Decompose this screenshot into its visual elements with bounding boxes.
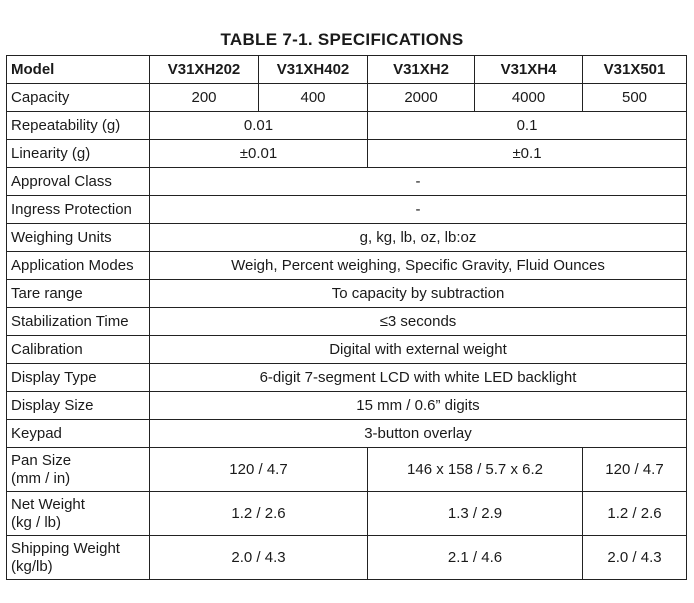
table-row-capacity [7,84,687,112]
table-cell: 120 / 4.7 [583,448,687,492]
table-row-linearity [7,140,687,168]
table-row-tare-range [7,280,687,308]
table-cell: ±0.1 [368,140,687,168]
row-label: Application Modes [7,252,150,280]
table-title: TABLE 7-1. SPECIFICATIONS [220,30,464,49]
table-cell: g, kg, lb, oz, lb:oz [150,224,687,252]
table-row-application-modes [7,252,687,280]
table-row-weighing-units [7,224,687,252]
specifications-table [6,55,687,580]
row-label: Capacity [7,84,150,112]
table-row-shipping-weight [7,536,687,580]
row-label: Tare range [7,280,150,308]
table-cell: 2.0 / 4.3 [150,536,368,580]
table-cell: 1.3 / 2.9 [368,492,583,536]
row-label: Ingress Protection [7,196,150,224]
row-label-unit: (kg/lb) [11,557,53,575]
model-column-header: V31XH202 [150,56,259,84]
table-cell: ≤3 seconds [150,308,687,336]
row-label: Linearity (g) [7,140,150,168]
row-label [7,492,150,536]
table-row-pan-size [7,448,687,492]
row-label: Stabilization Time [7,308,150,336]
table-cell: To capacity by subtraction [150,280,687,308]
row-label: Approval Class [7,168,150,196]
table-cell: 6-digit 7-segment LCD with white LED backlight [150,364,687,392]
row-label-unit: (mm / in) [11,469,71,487]
table-cell: 3-button overlay [150,420,687,448]
table-row-display-type [7,364,687,392]
table-cell: 2000 [368,84,475,112]
table-row-repeatability [7,112,687,140]
model-column-header: V31XH402 [259,56,368,84]
table-cell: 0.1 [368,112,687,140]
table-row-calibration [7,336,687,364]
table-row-approval-class [7,168,687,196]
table-row-stabilization-time [7,308,687,336]
table-cell: 4000 [475,84,583,112]
row-label: Weighing Units [7,224,150,252]
row-label [7,448,150,492]
header-row [7,56,687,84]
model-header: Model [7,56,150,84]
row-label-line: Net Weight [11,495,85,513]
table-cell: ±0.01 [150,140,368,168]
row-label-unit: (kg / lb) [11,513,62,531]
table-cell: 500 [583,84,687,112]
row-label: Display Type [7,364,150,392]
row-label: Repeatability (g) [7,112,150,140]
row-label: Calibration [7,336,150,364]
table-cell: Digital with external weight [150,336,687,364]
table-cell: 1.2 / 2.6 [583,492,687,536]
table-cell: - [150,168,687,196]
model-column-header: V31XH4 [475,56,583,84]
table-cell: 15 mm / 0.6” digits [150,392,687,420]
table-row-ingress-protection [7,196,687,224]
table-cell: 400 [259,84,368,112]
table-cell: 200 [150,84,259,112]
model-column-header: V31XH2 [368,56,475,84]
table-row-keypad [7,420,687,448]
table-row-display-size [7,392,687,420]
table-row-net-weight [7,492,687,536]
row-label: Keypad [7,420,150,448]
table-cell: - [150,196,687,224]
model-column-header: V31X501 [583,56,687,84]
row-label: Display Size [7,392,150,420]
row-label [7,536,150,580]
table-cell: 2.0 / 4.3 [583,536,687,580]
row-label-line: Pan Size [11,451,72,469]
table-cell: 146 x 158 / 5.7 x 6.2 [368,448,583,492]
table-cell: Weigh, Percent weighing, Specific Gravity, Fluid Ounces [150,252,687,280]
table-cell: 0.01 [150,112,368,140]
table-cell: 2.1 / 4.6 [368,536,583,580]
table-cell: 1.2 / 2.6 [150,492,368,536]
row-label-line: Shipping Weight [11,539,120,557]
table-cell: 120 / 4.7 [150,448,368,492]
